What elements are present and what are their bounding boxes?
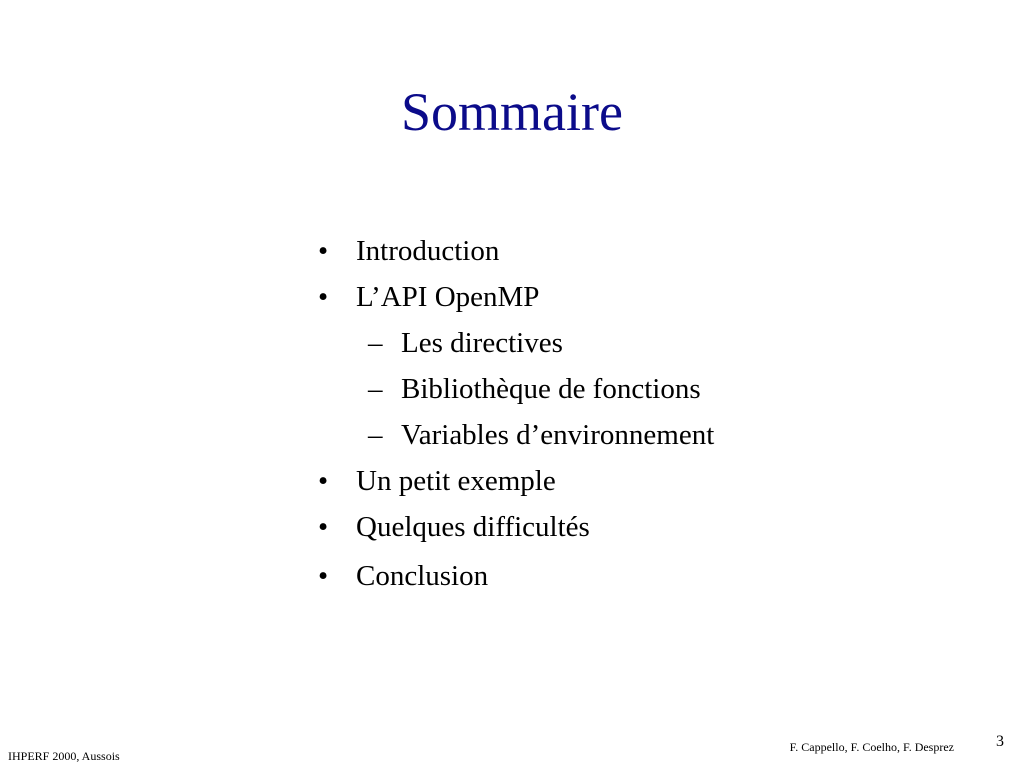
outline-subitem-directives [310,320,714,366]
dash-marker: – [368,373,383,405]
outline-item-text: Bibliothèque de fonctions [401,373,701,405]
footer-authors: F. Cappello, F. Coelho, F. Desprez [789,740,954,754]
bullet-marker: • [318,560,329,592]
outline-item-text: Les directives [401,327,563,359]
bullet-marker: • [318,511,329,543]
dash-marker: – [368,419,383,451]
outline-item-conclusion [310,553,714,599]
outline-item-difficulties [310,504,714,550]
bullet-marker: • [318,465,329,497]
outline-item-text: L’API OpenMP [356,281,540,313]
outline-item-text: Un petit exemple [356,465,556,497]
bullet-marker: • [318,235,329,267]
outline-item-introduction [310,228,714,274]
footer-event: IHPERF 2000, Aussois [8,749,120,763]
bullet-marker: • [318,281,329,313]
outline-item-text: Conclusion [356,560,489,592]
outline-subitem-library [310,366,714,412]
dash-marker: – [368,327,383,359]
slide-title: Sommaire [401,82,623,142]
outline-item-text: Variables d’environnement [401,419,715,451]
outline-item-text: Quelques difficultés [356,511,590,543]
outline-item-text: Introduction [356,235,500,267]
outline-item-example [310,458,714,504]
outline-item-api-openmp [310,274,714,320]
page-number: 3 [996,733,1004,750]
outline-list [310,228,714,599]
outline-subitem-environment [310,412,714,458]
